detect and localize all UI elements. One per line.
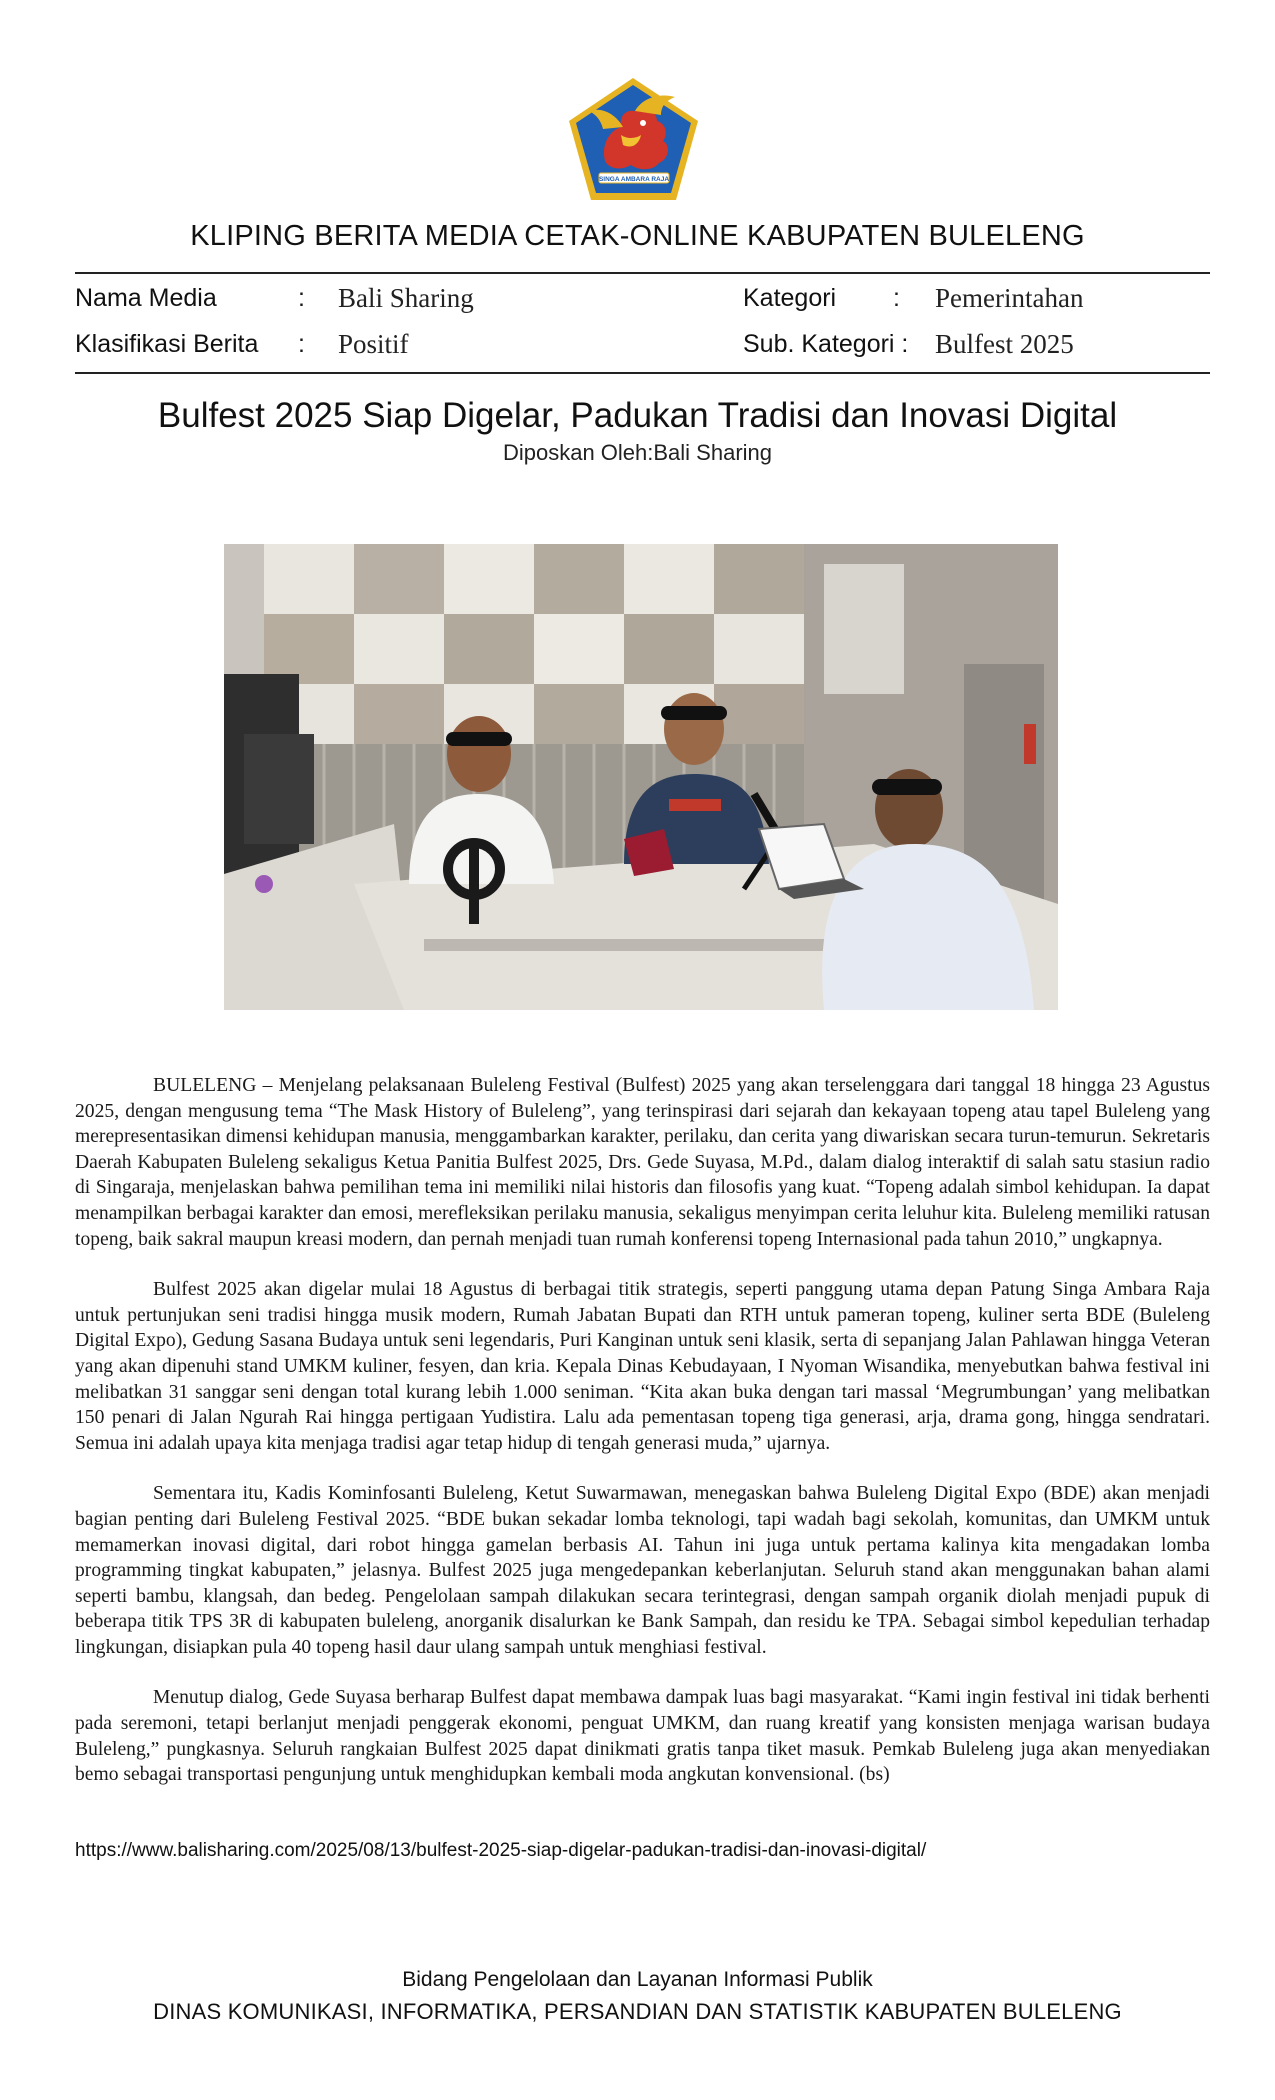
footer-agency: DINAS KOMUNIKASI, INFORMATIKA, PERSANDIAN DAN STATISTIK KABUPATEN BULELENG	[153, 1999, 1122, 2024]
article-paragraph: BULELENG – Menjelang pelaksanaan Buleleng Festival (Bulfest) 2025 yang akan terselenggara dari tanggal 18 hingga 23 Agustus 2025, dengan mengusung tema “The Mask History of Buleleng”, yang terinspirasi dari sejarah dan kekayaan topeng atau tapel Buleleng yang merepresentasikan dimensi kehidupan manusia, menggambarkan karakter, perilaku, dan cerita yang diwariskan secara turun-temurun. Sekretaris Daerah Kabupaten Buleleng sekaligus Ketua Panitia Bulfest 2025, Drs. Gede Suyasa, M.Pd., dalam dialog interaktif di salah satu stasiun radio di Singaraja, menjelaskan bahwa pemilihan tema ini memiliki nilai historis dan filosofis yang kuat. “Topeng adalah simbol kehidupan. Ia dapat menampilkan berbagai karakter dan emosi, merefleksikan perilaku manusia, sekaligus menyimpan cerita leluhur kita. Buleleng memiliki ratusan topeng, baik sakral maupun kreasi modern, dan pernah menjadi tuan rumah konferensi topeng Internasional pada tahun 2010,” ungkapnya.	[75, 1075, 1210, 1250]
subkategori-label: Sub. Kategori :	[743, 330, 909, 358]
meta-row-media	[75, 278, 1210, 318]
klasifikasi-value: Positif	[338, 329, 409, 359]
article-body	[75, 1073, 1210, 1813]
top-divider	[75, 272, 1210, 274]
article-byline: Diposkan Oleh:Bali Sharing	[502, 440, 773, 465]
singa-ambara-raja-crest-icon	[565, 75, 702, 203]
article-photo	[224, 544, 1058, 1010]
kategori-value: Pemerintahan	[935, 283, 1084, 313]
klasifikasi-colon: :	[298, 330, 305, 358]
article-headline: Bulfest 2025 Siap Digelar, Padukan Tradisi dan Inovasi Digital	[157, 396, 1118, 435]
footer-division: Bidang Pengelolaan dan Layanan Informasi Publik	[402, 1968, 873, 1991]
masthead: KLIPING BERITA MEDIA CETAK-ONLINE KABUPATEN BULELENG	[190, 220, 1085, 252]
klasifikasi-label: Klasifikasi Berita	[75, 330, 259, 358]
meta-row-klasifikasi	[75, 324, 1210, 364]
article-paragraph: Menutup dialog, Gede Suyasa berharap Bulfest dapat membawa dampak luas bagi masyarakat. “Kami ingin festival ini tidak berhenti pada seremoni, tetapi berlanjut menjadi penggerak ekonomi, penguat UMKM, dan ruang kreatif yang konsisten menjaga warisan budaya Buleleng,” pungkasnya. Seluruh rangkaian Bulfest 2025 dapat dinikmati gratis tanpa tiket masuk. Pemkab Buleleng juga akan menyediakan bemo sebagai transportasi pengunjung untuk menghidupkan kembali moda angkutan konvensional. (bs)	[75, 1687, 1210, 1786]
subkategori-value: Bulfest 2025	[935, 329, 1074, 359]
article-paragraph: Bulfest 2025 akan digelar mulai 18 Agustus di berbagai titik strategis, seperti panggung utama depan Patung Singa Ambara Raja untuk pertunjukan seni tradisi hingga musik modern, Rumah Jabatan Bupati dan RTH untuk pameran topeng, kuliner serta BDE (Buleleng Digital Expo), Gedung Sasana Budaya untuk seni legendaris, Puri Kanginan untuk seni klasik, serta di sepanjang Jalan Pahlawan hingga Veteran yang akan dipenuhi stand UMKM kuliner, fesyen, dan kria. Kepala Dinas Kebudayaan, I Nyoman Wisandika, menyebutkan bahwa festival ini melibatkan 31 sanggar seni dengan total kurang lebih 1.000 seniman. “Kita akan buka dengan tari massal ‘Megrumbungan’ yang melibatkan 150 penari di Jalan Ngurah Rai hingga pertigaan Yudistira. Lalu ada pementasan topeng tiga generasi, arja, drama gong, hingga sendratari. Semua ini adalah upaya kita menjaga tradisi agar tetap hidup di tengah generasi muda,” ujarnya.	[75, 1279, 1210, 1454]
media-label: Nama Media	[75, 284, 217, 312]
bottom-divider	[75, 372, 1210, 374]
logo	[565, 75, 702, 203]
svg-text:SINGA AMBARA RAJA: SINGA AMBARA RAJA	[598, 176, 670, 183]
kategori-colon: :	[893, 284, 900, 312]
media-value: Bali Sharing	[338, 283, 474, 313]
article-paragraph: Sementara itu, Kadis Kominfosanti Buleleng, Ketut Suwarmawan, menegaskan bahwa Buleleng Digital Expo (BDE) akan menjadi bagian penting dari Buleleng Festival 2025. “BDE bukan sekadar lomba teknologi, tapi wadah bagi sekolah, komunitas, dan UMKM untuk memamerkan inovasi digital, dari robot hingga gamelan berbasis AI. Tahun ini juga untuk pertama kalinya kita mengadakan lomba programming tingkat kabupaten,” jelasnya. Bulfest 2025 juga mengedepankan keberlanjutan. Seluruh stand akan menggunakan bahan alami seperti bambu, klangsah, dan bedeg. Pengelolaan sampah dilakukan secara terintegrasi, dengan sampah organik diolah menjadi pupuk di beberapa titik TPS 3R di kabupaten buleleng, anorganik disalurkan ke Bank Sampah, dan residu ke TPA. Sebagai simbol kepedulian terhadap lingkungan, disiapkan pula 40 topeng hasil daur ulang sampah untuk menghiasi festival.	[75, 1483, 1210, 1658]
kategori-label: Kategori	[743, 284, 837, 312]
media-colon: :	[298, 284, 305, 312]
source-url[interactable]: https://www.balisharing.com/2025/08/13/bulfest-2025-siap-digelar-padukan-tradisi-dan-inovasi-digital/	[75, 1840, 927, 1861]
radio-studio-photo-icon	[224, 544, 1058, 1010]
